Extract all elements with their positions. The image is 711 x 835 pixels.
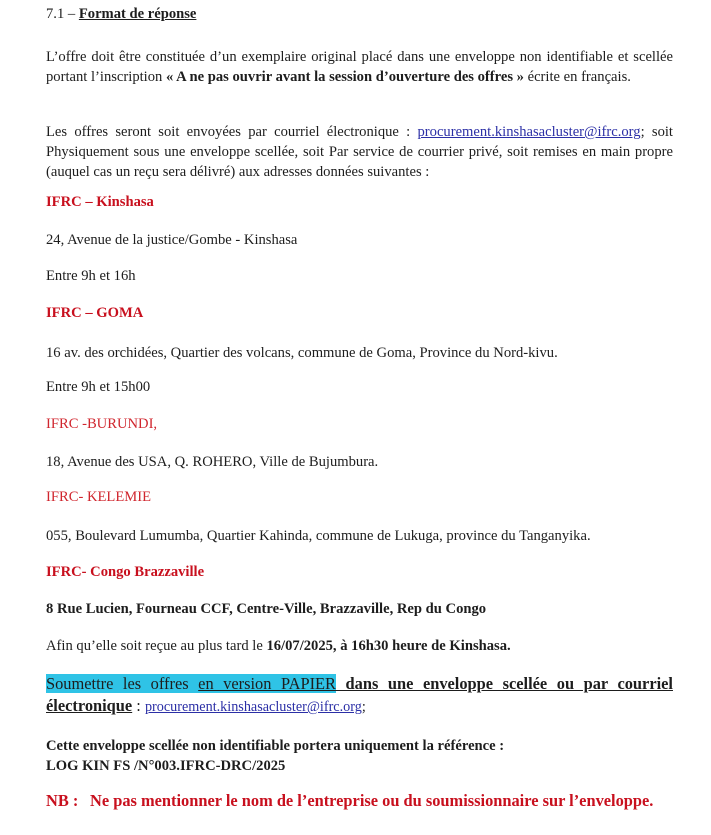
submit-end: ; xyxy=(361,699,366,715)
p1-text: L’offre doit être constituée d’un exemplaire original placé dans une enveloppe non identifiable et scellée portant l’inscription xyxy=(46,49,673,85)
submit-rest: dans une enveloppe scellée ou par courriel électronique xyxy=(46,674,673,715)
p1-end: écrite en français. xyxy=(523,69,631,85)
office-hours-kinshasa: Entre 9h et 16h xyxy=(46,268,136,284)
section-title: Format de réponse xyxy=(78,6,197,22)
office-hours-goma: Entre 9h et 15h00 xyxy=(46,379,151,395)
nb-label: NB : xyxy=(46,791,79,810)
section-heading xyxy=(46,4,673,24)
p2-text1: Les offres seront soit envoyées par courriel électronique : xyxy=(46,124,418,140)
office-name-burundi: IFRC -BURUNDI, xyxy=(46,416,158,432)
offer-format-paragraph xyxy=(46,47,673,87)
deadline-text: Afin qu’elle soit reçue au plus tard le xyxy=(46,638,267,654)
office-name-kelemie: IFRC- KELEMIE xyxy=(46,489,151,505)
submit-paper-version: en version PAPIER xyxy=(198,674,336,693)
reference-line-1: Cette enveloppe scellée non identifiable portera uniquement la référence : xyxy=(46,738,505,754)
office-address-brazzaville: 8 Rue Lucien, Fourneau CCF, Centre-Ville, Brazzaville, Rep du Congo xyxy=(46,601,487,617)
section-dash: – xyxy=(67,6,76,22)
submit-instruction xyxy=(46,673,673,717)
office-name-goma: IFRC – GOMA xyxy=(46,305,144,321)
p1-inscription: « A ne pas ouvrir avant la session d’ouverture des offres » xyxy=(165,69,524,85)
reference-code: LOG KIN FS /N°003.IFRC-DRC/2025 xyxy=(46,758,286,774)
submit-colon: : xyxy=(132,696,145,715)
office-name-kinshasa: IFRC – Kinshasa xyxy=(46,194,154,210)
submit-highlight: Soumettre les offres xyxy=(46,674,199,693)
p2-text2: ; soit Physiquement sous une enveloppe scellée, soit Par service de courrier privé, soit remises en main propre (auquel cas un reçu sera délivré) aux adresses données suivantes : xyxy=(46,124,673,180)
office-address-kelemie: 055, Boulevard Lumumba, Quartier Kahinda, commune de Lukuga, province du Tanganyika. xyxy=(46,528,591,544)
office-address-kinshasa: 24, Avenue de la justice/Gombe - Kinshasa xyxy=(46,232,298,248)
submission-paragraph xyxy=(46,122,673,182)
nb-text: Ne pas mentionner le nom de l’entreprise ou du soumissionnaire sur l’enveloppe. xyxy=(90,791,654,810)
submit-email-link[interactable]: procurement.kinshasacluster@ifrc.org xyxy=(144,699,362,715)
deadline-line xyxy=(46,636,673,656)
procurement-email-link[interactable]: procurement.kinshasacluster@ifrc.org xyxy=(417,124,641,140)
office-name-brazzaville: IFRC- Congo Brazzaville xyxy=(46,564,205,580)
section-number: 7.1 xyxy=(46,6,65,22)
office-address-goma: 16 av. des orchidées, Quartier des volcans, commune de Goma, Province du Nord-kivu. xyxy=(46,345,558,361)
nb-note xyxy=(46,790,673,811)
office-address-burundi: 18, Avenue des USA, Q. ROHERO, Ville de Bujumbura. xyxy=(46,454,379,470)
reference-block xyxy=(46,736,673,776)
deadline-date: 16/07/2025, à 16h30 heure de Kinshasa. xyxy=(266,638,511,654)
